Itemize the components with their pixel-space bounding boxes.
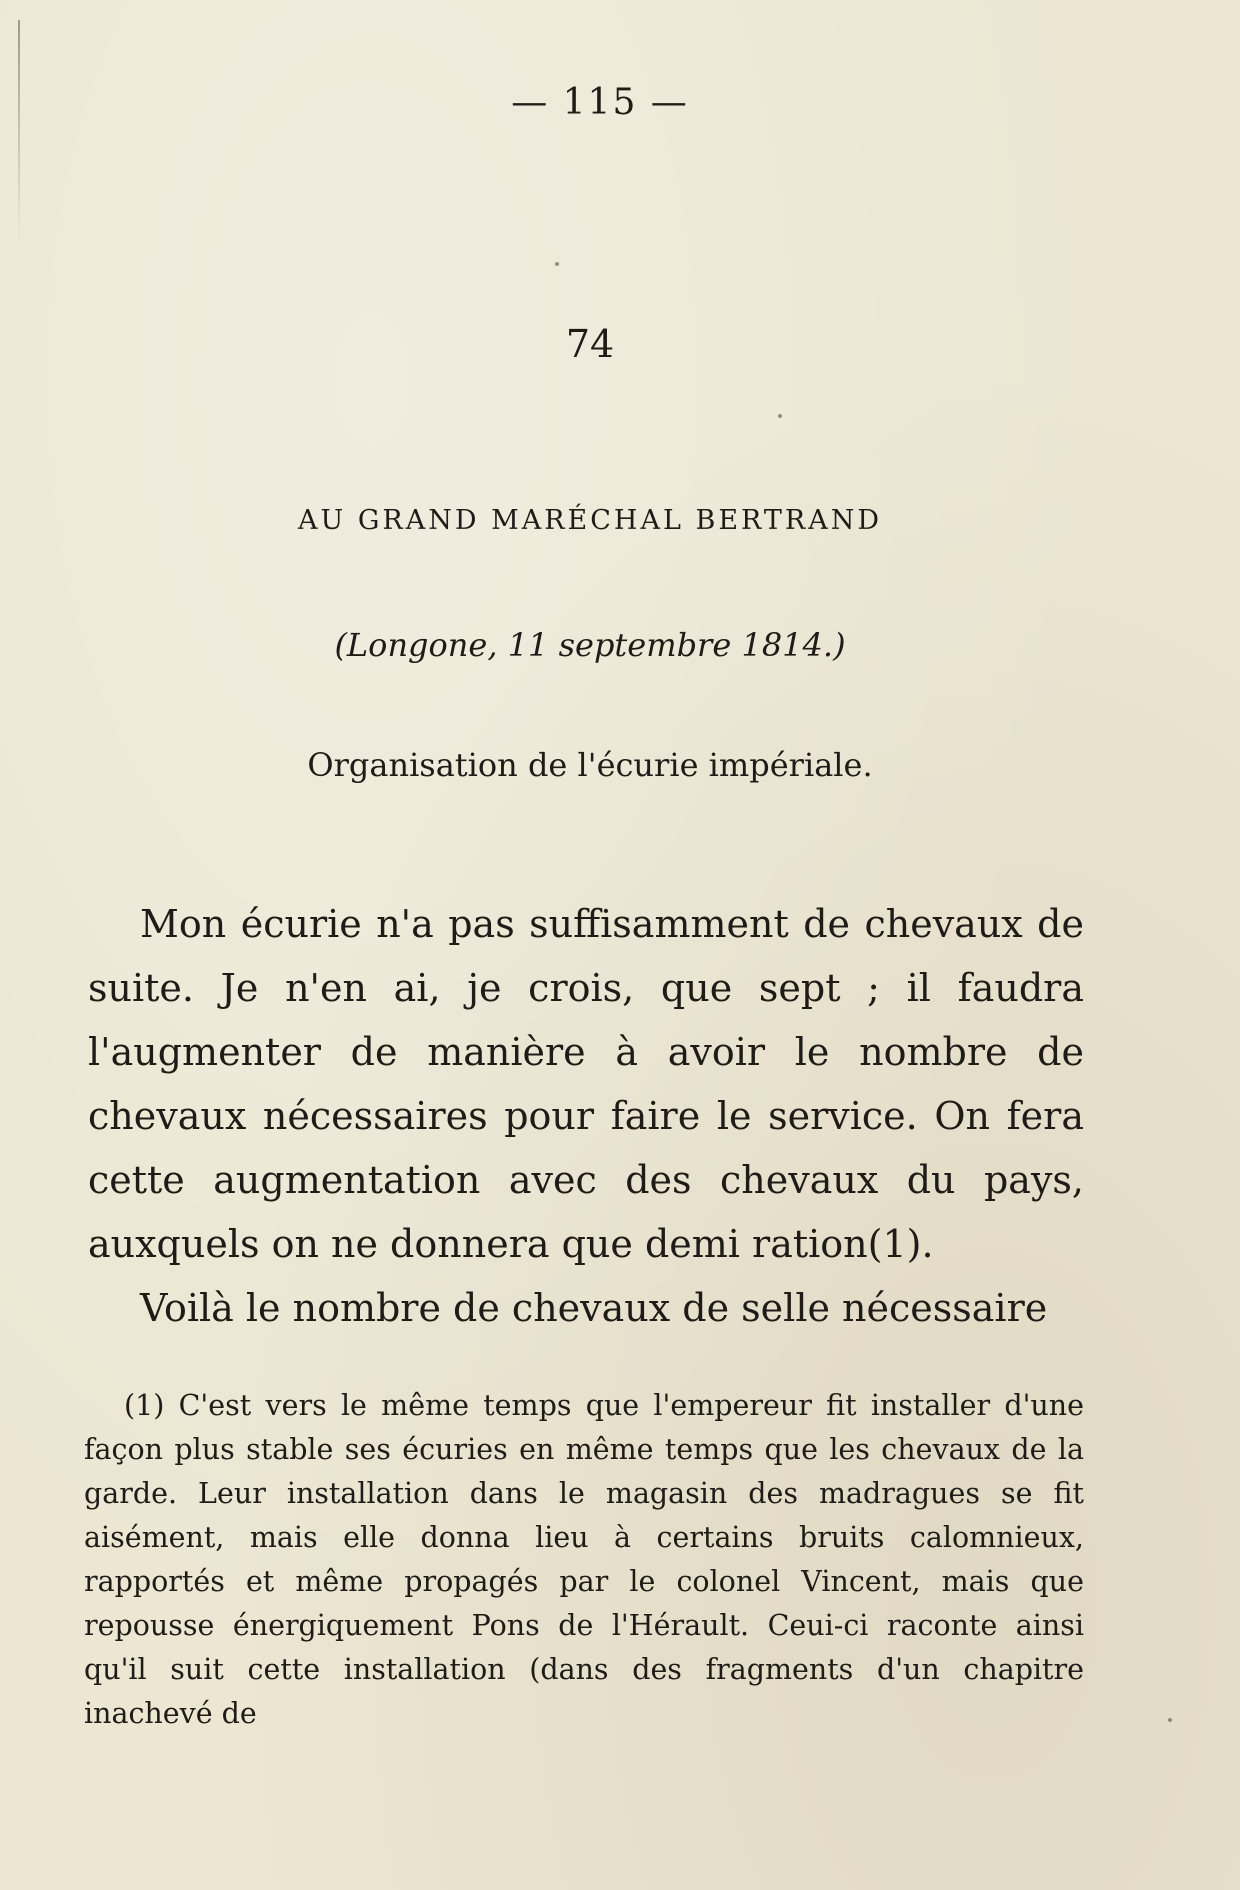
letter-addressee: AU GRAND MARÉCHAL BERTRAND — [298, 505, 882, 536]
paper-speck — [1168, 1718, 1172, 1722]
page-edge-shadow — [18, 20, 20, 240]
letter-dateline: (Longone, 11 septembre 1814.) — [334, 626, 846, 664]
footnote — [84, 1384, 1084, 1736]
paper-speck — [778, 414, 782, 418]
body-paragraph: Voilà le nombre de chevaux de selle nécessaire — [140, 1286, 1048, 1330]
letter-number: 74 — [565, 322, 615, 366]
letter-body — [88, 892, 1084, 1340]
footnote-text: (1) C'est vers le même temps que l'empereur fit installer d'une façon plus stable ses écuries en même temps que les chevaux de la garde. Leur installation dans le magasin des madragues se fit aisément, mais elle donna lieu à certains bruits calomnieux, rapportés et même propagés par le colonel Vincent, mais que repousse énergiquement Pons de l'Hérault. Ceui-ci raconte ainsi qu'il suit cette installation (dans des fragments d'un chapitre inachevé de — [84, 1389, 1084, 1730]
page-number: — 115 — — [511, 82, 689, 123]
letter-summary: Organisation de l'écurie impériale. — [307, 746, 873, 784]
body-paragraph: Mon écurie n'a pas suffisamment de chevaux de suite. Je n'en ai, je crois, que sept ; il faudra l'augmenter de manière à avoir le nombre de chevaux nécessaires pour faire le service. On fera cette augmentation avec des chevaux du pays, auxquels on ne donnera que demi ration(1). — [88, 902, 1084, 1266]
paper-speck — [555, 262, 559, 266]
